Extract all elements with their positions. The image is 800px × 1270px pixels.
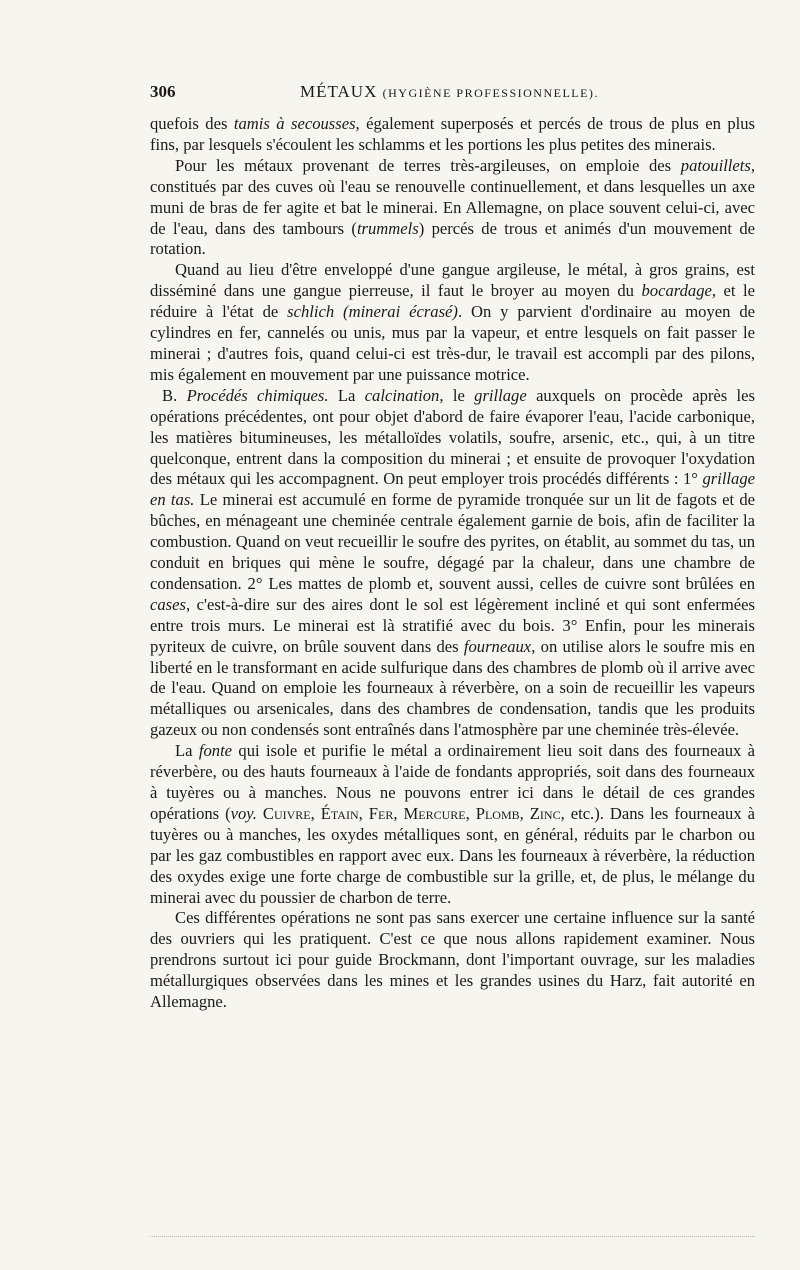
- text-run: , le: [439, 385, 475, 405]
- small-caps-text: Étain: [320, 803, 359, 823]
- small-caps-text: Plomb: [475, 803, 520, 823]
- italic-text: Procédés chimiques.: [186, 385, 329, 405]
- text-run: La: [328, 385, 365, 405]
- italic-text: calcination: [364, 385, 440, 405]
- text-run: , et le réduire à l'état de: [150, 281, 755, 322]
- italic-text: tamis à secousses: [233, 114, 356, 133]
- italic-text: cases: [150, 594, 186, 614]
- running-title-sub: (HYGIÈNE PROFESSIONNELLE).: [382, 86, 599, 100]
- paragraph: [150, 741, 755, 908]
- text-run: , etc.). Dans les fourneaux à tuyères ou à manches, les oxydes métalliques sont, en général, réduits par le charbon ou par les gaz combustibles en rapport avec eux. Dans les fourneaux à réverbère, la réduction des oxydes exige une forte charge de combustible sur la grille, et, de plus, le mélange du minerai avec du poussier de charbon de terre.: [150, 803, 756, 907]
- text-run: ,: [465, 803, 476, 823]
- text-run: auxquels on procède après les opérations précédentes, ont pour objet d'abord de faire évaporer l'eau, l'acide carbonique, les matières bitumineuses, les métalloïdes volatils, soufre, arsenic, etc., qui, à un titre quelconque, entrent dans la composition du minerai ; et ensuite de provoquer l'oxydation des métaux qui les accompagnent. On peut employer trois procédés différents : 1°: [150, 385, 755, 489]
- text-run: ,: [393, 803, 404, 823]
- text-run: ,: [358, 803, 369, 823]
- small-caps-text: Cuivre: [262, 803, 311, 823]
- italic-text: voy.: [230, 803, 257, 823]
- text-run: qui isole et purifie le métal a ordinairement lieu soit dans des fourneaux à réverbère, ou des hauts fourneaux à l'aide de fondants appropriés, soit dans des fourneaux à tuyères ou à manches. Nous ne pouvons entrer ici dans le détail de ces grandes opérations (: [150, 741, 756, 823]
- italic-text: schlich (minerai écrasé): [287, 302, 458, 322]
- running-header: [150, 82, 755, 108]
- text-run: ,: [519, 803, 530, 823]
- text-run: , on utilise alors le soufre mis en liberté en le transformant en acide sulfurique dans des chambres de plomb où il arrive avec de l'eau. Quand on emploie les fourneaux à réverbère, on a soin de recueillir les vapeurs métalliques ou arsenicales, dans des chambres de condensation, tandis que les produits gazeux ou non condensés sont entraînés dans l'atmosphère par une cheminée très-élevée.: [150, 636, 755, 740]
- small-caps-text: Zinc: [529, 803, 561, 823]
- text-run: Pour les métaux provenant de terres très-argileuses, on emploie des: [175, 155, 681, 175]
- text-run: . On y parvient d'ordinaire au moyen de cylindres en fer, cannelés ou unis, mus par la vapeur, et entre lesquels on fait passer le minerai ; d'autres fois, quand celui-ci est très-dur, le travail est accompli par des pilons, mis également en mouvement par une puissance motrice.: [150, 302, 755, 384]
- paragraph: [150, 156, 755, 261]
- italic-text: bocardage: [641, 281, 712, 301]
- text-run: Quand au lieu d'être enveloppé d'une gangue argileuse, le métal, à gros grains, est disséminé dans une gangue pierreuse, il faut le broyer au moyen du: [150, 260, 755, 301]
- page-number: 306: [150, 82, 176, 101]
- text-run: , constitués par des cuves où l'eau se renouvelle continuellement, et dans lesquelles un axe muni de bras de fer agite et bat le minerai. En Allemagne, on place souvent celui-ci, avec de l'eau, dans des tambours (: [150, 155, 755, 238]
- small-caps-text: Fer: [368, 803, 394, 823]
- text-run: Le minerai est accumulé en forme de pyramide tronquée sur un lit de fagots et de bûches, en ménageant une cheminée centrale également garnie de bois, afin de faciliter la combustion. Quand on veut recueillir le soufre des pyrites, on établit, au sommet du tas, un conduit en briques qui mène le soufre, dégagé par la chaleur, dans une chambre de condensation. 2° Les mattes de plomb et, souvent aussi, celles de cuivre sont brûlées en: [150, 490, 755, 593]
- paragraph: [150, 386, 755, 741]
- text-run: Ces différentes opérations ne sont pas sans exercer une certaine influence sur la santé des ouvriers qui les pratiquent. C'est ce que nous allons rapidement examiner. Nous prendrons surtout ici pour guide Brockmann, dont l'important ouvrage, sur les maladies métallurgiques observées dans les mines et les grandes usines du Harz, fait autorité en Allemagne.: [150, 908, 755, 1012]
- running-title-main: MÉTAUX: [300, 82, 378, 101]
- text-run: La: [175, 741, 199, 761]
- text-run: ,: [310, 803, 321, 823]
- paragraph: [150, 114, 755, 156]
- running-title: [300, 82, 599, 102]
- paragraph: [150, 908, 755, 1013]
- text-run: ) percés de trous et animés d'un mouvement de rotation.: [150, 218, 755, 259]
- text-run: B.: [162, 385, 187, 405]
- body-text: [150, 114, 755, 1013]
- page-bottom-rule: [150, 1236, 755, 1237]
- text-run: , également superposés et percés de trous de plus en plus fins, par lesquels s'écoulent les schlamms et les portions les plus petites des minerais.: [150, 114, 755, 154]
- paragraph: [150, 260, 755, 385]
- italic-text: patouillets: [680, 155, 751, 175]
- text-run: , c'est-à-dire sur des aires dont le sol est légèrement incliné et qui sont enfermées entre trois murs. Le minerai est là stratifié avec du bois. 3° Enfin, pour les minerais pyriteux de cuivre, on brûle souvent dans des: [150, 594, 755, 656]
- italic-text: grillage en tas.: [150, 469, 755, 510]
- italic-text: grillage: [474, 385, 527, 405]
- italic-text: fourneaux: [463, 636, 532, 656]
- italic-text: trummels: [356, 218, 419, 238]
- text-run: quefois des: [150, 114, 234, 133]
- italic-text: fonte: [198, 741, 233, 761]
- small-caps-text: Mercure: [403, 803, 466, 823]
